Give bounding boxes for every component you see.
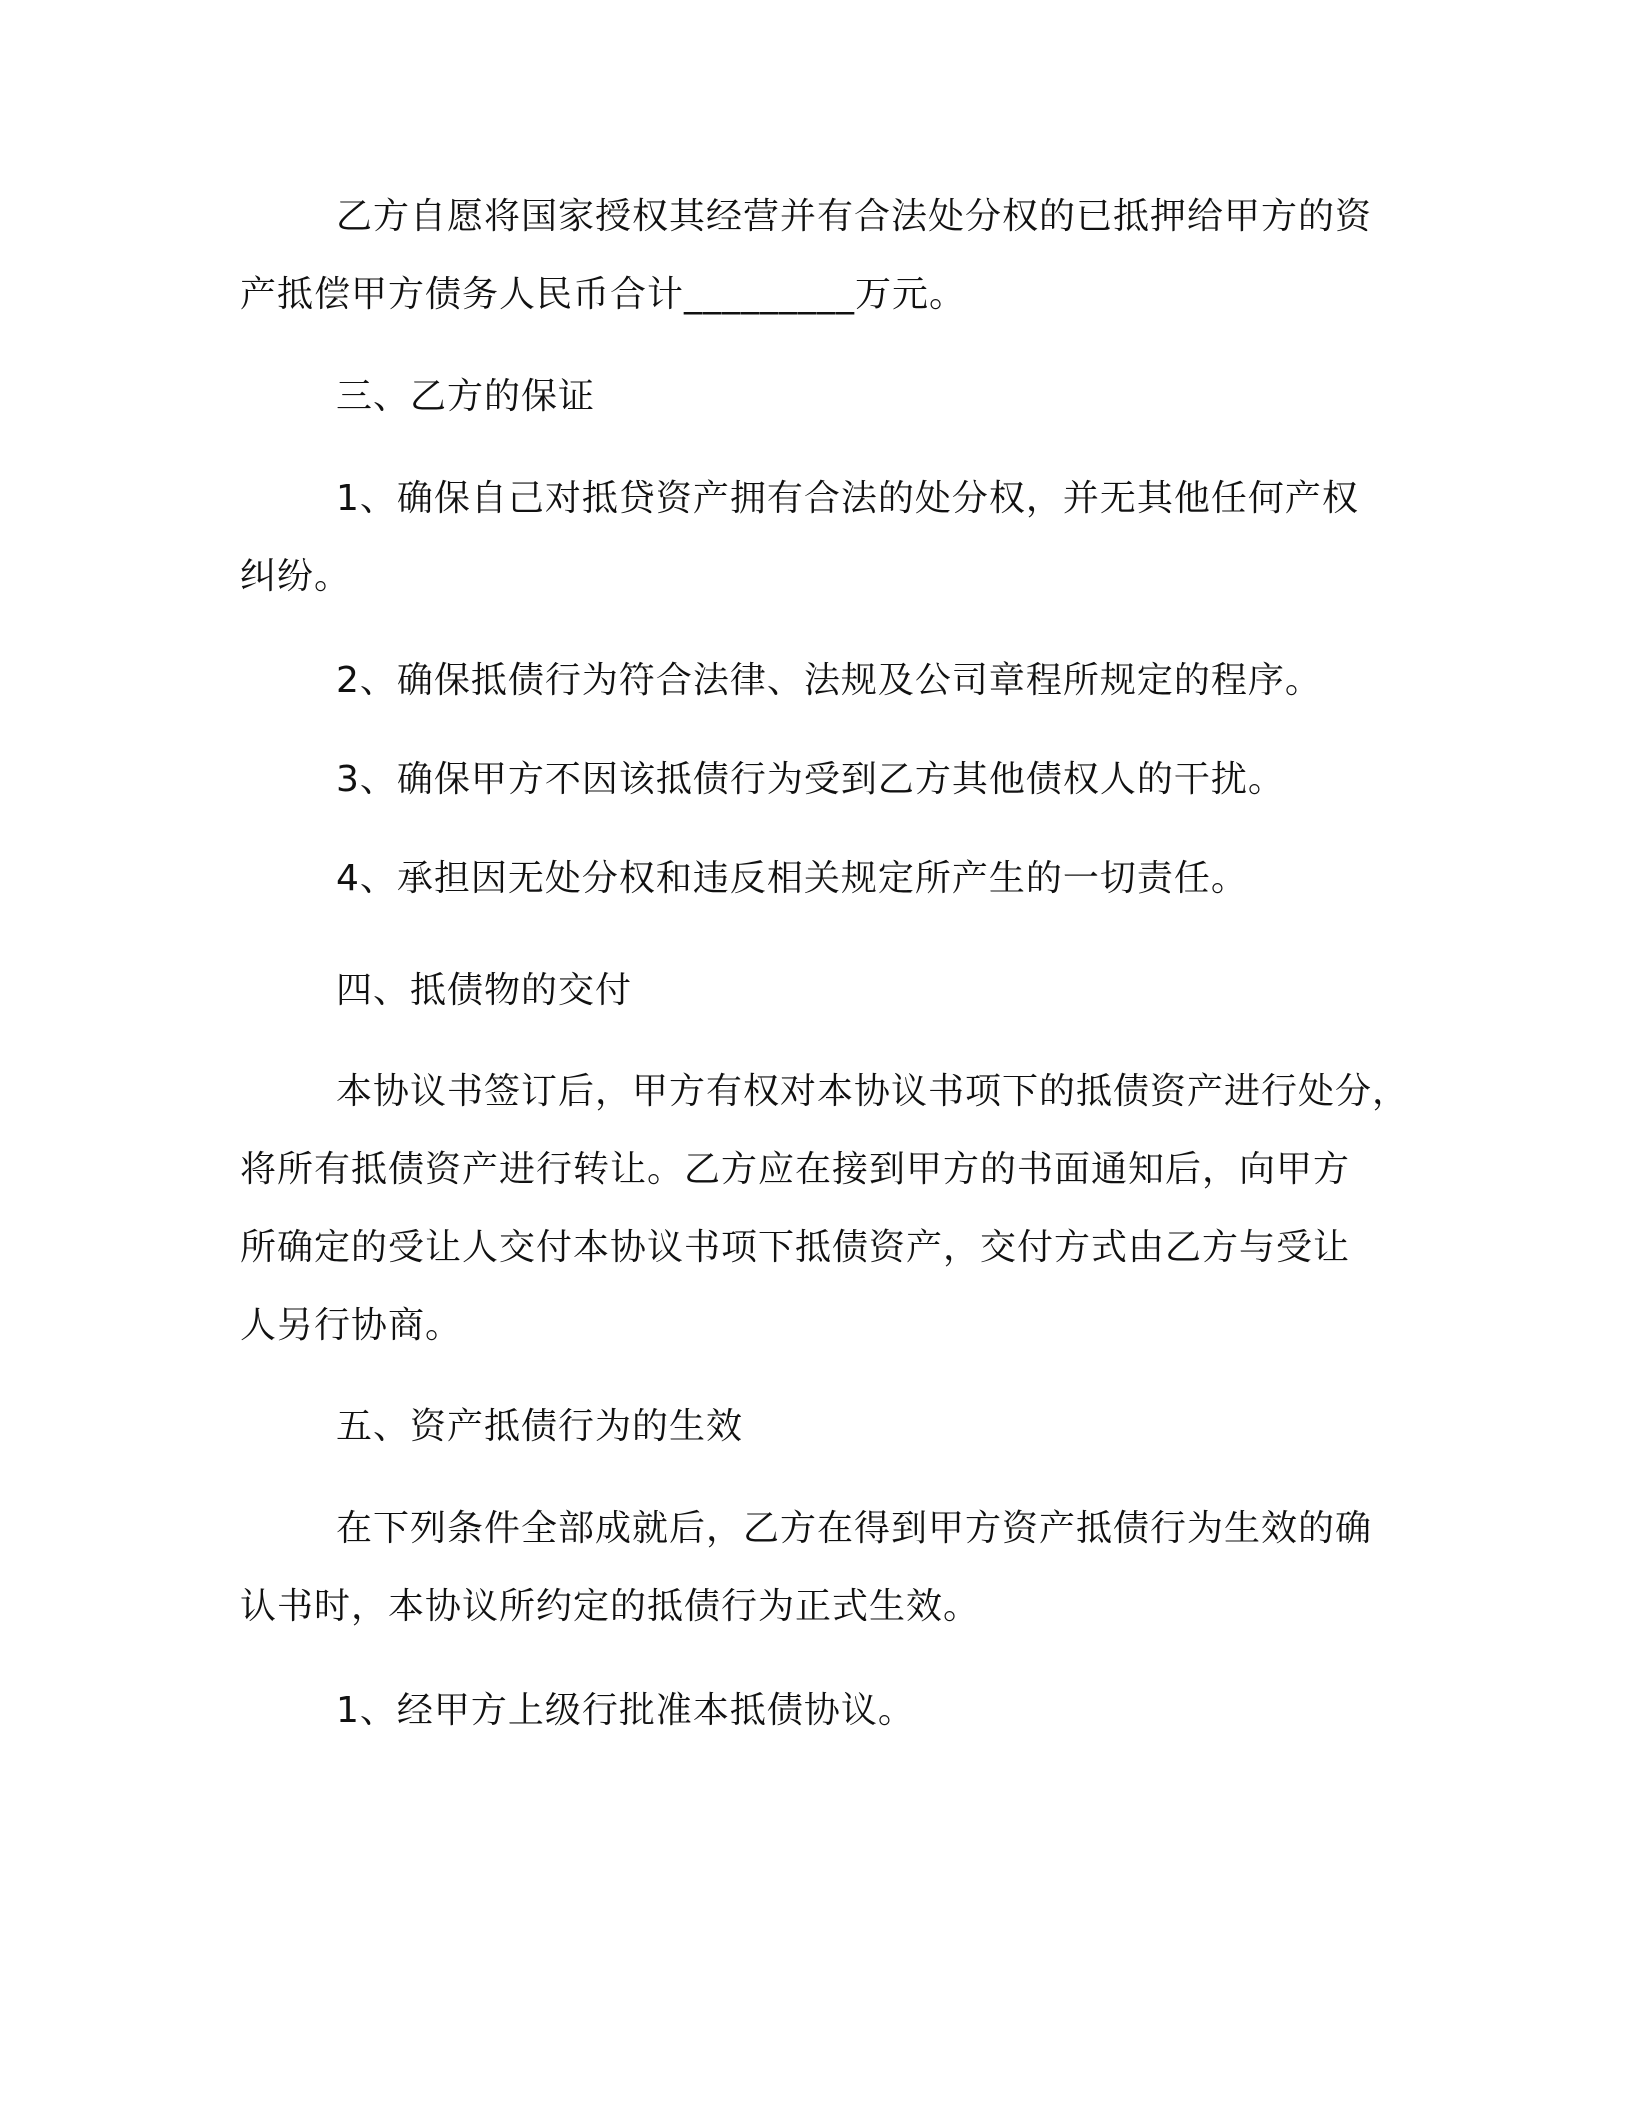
- paragraph-line: 纠纷。: [240, 556, 352, 597]
- paragraph-line: 1、确保自己对抵贷资产拥有合法的处分权，并无其他任何产权: [336, 478, 1359, 519]
- section-heading: 三、乙方的保证: [336, 376, 596, 417]
- paragraph-line: 3、确保甲方不因该抵债行为受到乙方其他债权人的干扰。: [336, 759, 1285, 800]
- paragraph-asset-offset: [240, 178, 1390, 334]
- section-heading: 四、抵债物的交付: [336, 970, 633, 1011]
- paragraph-line: 所确定的受让人交付本协议书项下抵债资产，交付方式由乙方与受让: [240, 1227, 1351, 1268]
- paragraph-line: 产抵偿甲方债务人民币合计_________万元。: [240, 274, 967, 315]
- section-heading-effectiveness: [240, 1388, 1390, 1466]
- paragraph-effectiveness: [240, 1490, 1390, 1646]
- list-item-guarantee-2: [240, 642, 1390, 720]
- section-heading-delivery: [240, 952, 1390, 1030]
- paragraph-line: 人另行协商。: [240, 1305, 463, 1346]
- paragraph-line: 本协议书签订后，甲方有权对本协议书项下的抵债资产进行处分，: [336, 1071, 1410, 1112]
- section-heading: 五、资产抵债行为的生效: [336, 1406, 744, 1447]
- paragraph-line: 4、承担因无处分权和违反相关规定所产生的一切责任。: [336, 858, 1248, 899]
- list-item-condition-1: [240, 1672, 1390, 1750]
- paragraph-delivery: [240, 1053, 1410, 1365]
- paragraph-line: 1、经甲方上级行批准本抵债协议。: [336, 1690, 915, 1731]
- paragraph-line: 在下列条件全部成就后，乙方在得到甲方资产抵债行为生效的确: [336, 1508, 1373, 1549]
- paragraph-line: 认书时，本协议所约定的抵债行为正式生效。: [240, 1586, 981, 1627]
- list-item-guarantee-4: [240, 840, 1390, 918]
- section-heading-guarantees: [240, 358, 1390, 436]
- paragraph-line: 2、确保抵债行为符合法律、法规及公司章程所规定的程序。: [336, 660, 1322, 701]
- paragraph-line: 将所有抵债资产进行转让。乙方应在接到甲方的书面通知后，向甲方: [240, 1149, 1351, 1190]
- list-item-guarantee-1: [240, 460, 1390, 616]
- list-item-guarantee-3: [240, 741, 1390, 819]
- paragraph-line: 乙方自愿将国家授权其经营并有合法处分权的已抵押给甲方的资: [336, 196, 1373, 237]
